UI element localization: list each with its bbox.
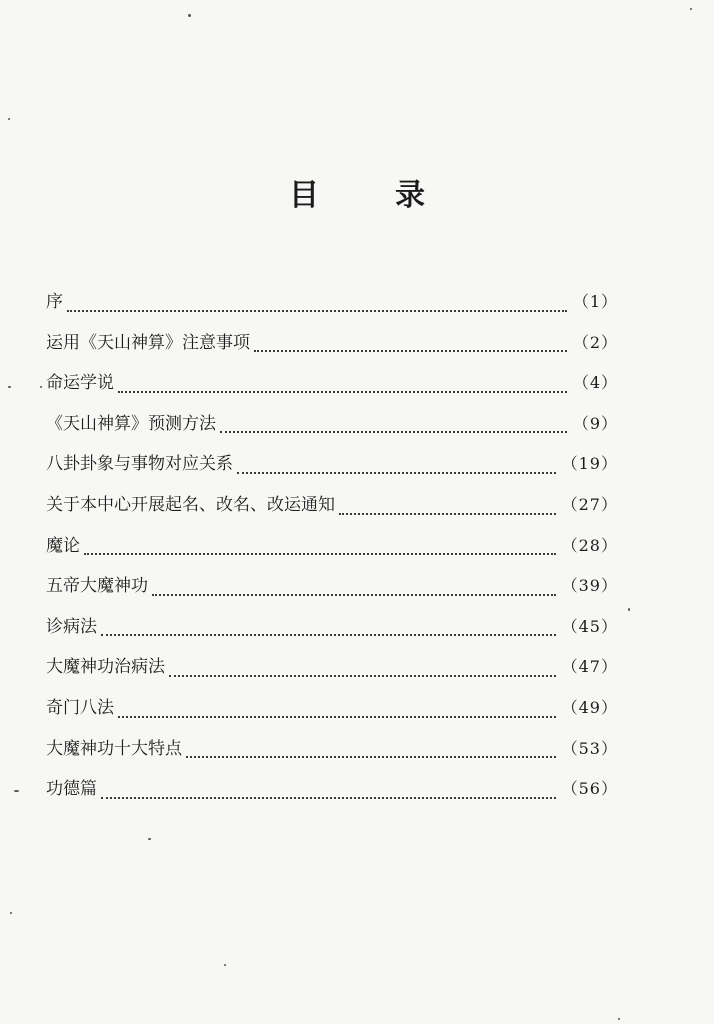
title-char-2: 录: [395, 178, 425, 213]
toc-entry: [46, 773, 618, 814]
toc-entry-page: （56）: [561, 779, 618, 799]
toc-entry-page: （27）: [561, 494, 618, 514]
toc-entry-label: 奇门八法: [46, 697, 114, 718]
toc-entry-label: 关于本中心开展起名、改名、改运通知: [46, 494, 335, 515]
toc-leader: [237, 471, 556, 474]
toc-entry-page: （1）: [572, 292, 618, 311]
scan-speck: [690, 8, 692, 10]
toc-entry-page: （47）: [561, 657, 618, 677]
toc-entry-label: 《天山神算》预测方法: [46, 413, 216, 434]
toc-entry: [46, 448, 618, 489]
scan-speck: [10, 912, 12, 914]
toc-entry: [46, 489, 618, 530]
toc-entry-page: （19）: [561, 454, 618, 474]
toc-entry-label: 序: [46, 292, 63, 312]
toc-entry: [46, 367, 618, 408]
toc-entry: [46, 570, 618, 611]
toc-entry-label: 八卦卦象与事物对应关系: [46, 454, 233, 475]
scan-speck: [40, 386, 42, 388]
toc-entry-page: （9）: [572, 413, 618, 433]
toc-entry-label: 大魔神功十大特点: [46, 738, 182, 759]
toc-entry: [46, 692, 618, 733]
toc-entry-page: （49）: [561, 697, 618, 717]
scan-speck: [148, 838, 151, 840]
toc-entry-label: 功德篇: [46, 779, 97, 800]
scan-speck: [628, 608, 630, 611]
toc-leader: [254, 349, 567, 352]
toc-leader: [186, 755, 556, 758]
toc-leader: [169, 674, 556, 677]
toc-entry-page: （4）: [572, 373, 618, 393]
toc-entry: [46, 530, 618, 571]
toc-entry: [46, 408, 618, 449]
toc-entry: [46, 733, 618, 774]
toc-leader: [152, 593, 556, 596]
toc-entry-page: （53）: [561, 738, 618, 758]
toc-entry-page: （39）: [561, 576, 618, 596]
toc-leader: [101, 796, 556, 799]
scan-speck: [188, 14, 191, 17]
toc-leader: [84, 552, 556, 555]
toc-entry-label: 大魔神功治病法: [46, 657, 165, 678]
scan-speck: [8, 386, 11, 388]
toc-leader: [339, 512, 556, 515]
toc-leader: [67, 309, 567, 312]
toc-entry-label: 命运学说: [46, 373, 114, 394]
toc-entry-label: 运用《天山神算》注意事项: [46, 332, 250, 353]
scan-speck: [14, 790, 19, 792]
toc-entry-label: 五帝大魔神功: [46, 576, 148, 597]
toc-entry: [46, 651, 618, 692]
scan-speck: [8, 118, 10, 120]
toc-entry: [46, 611, 618, 652]
toc-leader: [118, 715, 556, 718]
toc-leader: [101, 633, 556, 636]
toc-entry-page: （45）: [561, 616, 618, 636]
toc-entry-page: （28）: [561, 535, 618, 555]
toc-entry-label: 魔论: [46, 535, 80, 556]
table-of-contents: [46, 286, 618, 814]
scan-speck: [618, 1018, 620, 1020]
page-title: [0, 170, 714, 214]
toc-entry-label: 诊病法: [46, 616, 97, 637]
toc-entry: [46, 327, 618, 368]
toc-entry: [46, 286, 618, 327]
scan-speck: [224, 964, 226, 966]
title-char-1: 目: [289, 178, 319, 213]
toc-entry-page: （2）: [572, 332, 618, 352]
toc-leader: [220, 430, 567, 433]
toc-leader: [118, 390, 567, 393]
